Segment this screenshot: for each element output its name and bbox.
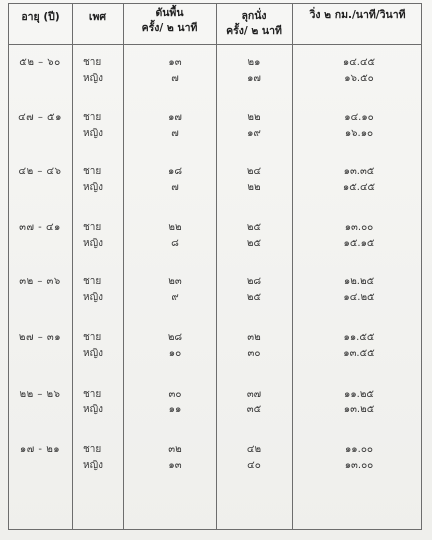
run-male: ๑๔.๑๐: [344, 112, 374, 123]
sex-female: หญิง: [83, 348, 103, 359]
pushup-male: ๒๘: [167, 332, 183, 343]
run-male: ๑๑.๐๐: [344, 444, 374, 455]
situp-male: ๒๘: [246, 276, 262, 287]
pushup-male: ๓๐: [168, 389, 182, 400]
age-range: ๕๒ – ๖๐: [19, 57, 61, 68]
age-range: ๔๒ – ๔๖: [18, 166, 62, 177]
sex-male: ชาย: [83, 112, 102, 123]
run-male: ๑๓.๓๕: [343, 166, 375, 177]
run-male: ๑๑.๒๕: [343, 389, 375, 400]
run-male: ๑๓.๐๐: [344, 222, 374, 233]
header-pushup-line1: ดันพื้น: [155, 7, 184, 19]
pushup-female: ๘: [171, 238, 179, 249]
header-divider: [9, 44, 421, 45]
pushup-female: ๑๐: [168, 348, 182, 359]
sex-female: หญิง: [83, 292, 103, 303]
sex-male: ชาย: [83, 166, 102, 177]
run-female: ๑๖.๑๐: [344, 128, 374, 139]
run-male: ๑๒.๒๕: [343, 276, 375, 287]
situp-female: ๔๐: [247, 460, 261, 471]
situp-female: ๒๒: [247, 182, 261, 193]
run-male: ๑๑.๕๕: [343, 332, 375, 343]
fitness-standards-table: [8, 3, 422, 530]
age-range: ๓๗ - ๔๑: [19, 222, 61, 233]
age-range: ๔๗ – ๕๑: [18, 112, 62, 123]
run-female: ๑๖.๕๐: [344, 73, 374, 84]
situp-female: ๒๕: [246, 238, 262, 249]
pushup-male: ๑๗: [168, 112, 182, 123]
situp-male: ๒๒: [247, 112, 261, 123]
pushup-male: ๓๒: [168, 444, 182, 455]
situp-male: ๓๒: [247, 332, 261, 343]
run-female: ๑๓.๒๕: [343, 404, 375, 415]
situp-female: ๓๐: [247, 348, 261, 359]
sex-male: ชาย: [83, 389, 102, 400]
run-female: ๑๕.๔๕: [342, 182, 376, 193]
pushup-female: ๑๑: [168, 404, 182, 415]
column-divider: [292, 4, 293, 529]
header-situp: [216, 9, 292, 39]
pushup-female: ๗: [171, 182, 179, 193]
age-range: ๓๒ – ๓๖: [19, 276, 61, 287]
header-situp-line2: ครั้ง/ ๒ นาที: [226, 25, 282, 37]
situp-female: ๒๕: [246, 292, 262, 303]
run-female: ๑๓.๐๐: [344, 460, 374, 471]
header-sex: เพศ: [88, 11, 107, 23]
sex-male: ชาย: [83, 332, 102, 343]
run-male: ๑๔.๔๕: [342, 57, 376, 68]
header-pushup: [123, 6, 216, 36]
pushup-female: ๑๓: [168, 460, 182, 471]
situp-male: ๒๕: [246, 222, 262, 233]
sex-female: หญิง: [83, 73, 103, 84]
situp-male: ๒๔: [246, 166, 262, 177]
run-female: ๑๔.๒๕: [343, 292, 375, 303]
run-female: ๑๕.๑๕: [343, 238, 375, 249]
pushup-male: ๑๘: [167, 166, 183, 177]
sex-male: ชาย: [83, 57, 102, 68]
age-range: ๒๗ – ๓๑: [18, 332, 62, 343]
pushup-female: ๗: [171, 128, 179, 139]
sex-female: หญิง: [83, 128, 103, 139]
sex-male: ชาย: [83, 276, 102, 287]
sex-male: ชาย: [83, 222, 102, 233]
sex-female: หญิง: [83, 404, 103, 415]
situp-female: ๑๗: [247, 73, 261, 84]
pushup-female: ๙: [171, 292, 179, 303]
situp-male: ๓๗: [246, 389, 262, 400]
pushup-male: ๒๓: [168, 276, 182, 287]
age-range: ๑๗ - ๒๑: [19, 444, 61, 455]
situp-male: ๒๑: [247, 57, 261, 68]
column-divider: [123, 4, 124, 529]
sex-female: หญิง: [83, 182, 103, 193]
situp-male: ๔๒: [246, 444, 262, 455]
sex-male: ชาย: [83, 444, 102, 455]
pushup-male: ๑๓: [168, 57, 182, 68]
age-range: ๒๒ – ๒๖: [19, 389, 61, 400]
sex-female: หญิง: [83, 238, 103, 249]
header-run: วิ่ง ๒ กม./นาที/วินาที: [309, 9, 406, 21]
pushup-male: ๒๒: [168, 222, 182, 233]
header-age: อายุ (ปี): [21, 11, 60, 23]
header-situp-line1: ลุกนั่ง: [241, 10, 267, 22]
pushup-female: ๗: [171, 73, 179, 84]
header-pushup-line2: ครั้ง/ ๒ นาที: [141, 22, 198, 34]
situp-female: ๓๕: [246, 404, 262, 415]
run-female: ๑๓.๕๕: [343, 348, 375, 359]
situp-female: ๑๙: [247, 128, 261, 139]
sex-female: หญิง: [83, 460, 103, 471]
column-divider: [72, 4, 73, 529]
